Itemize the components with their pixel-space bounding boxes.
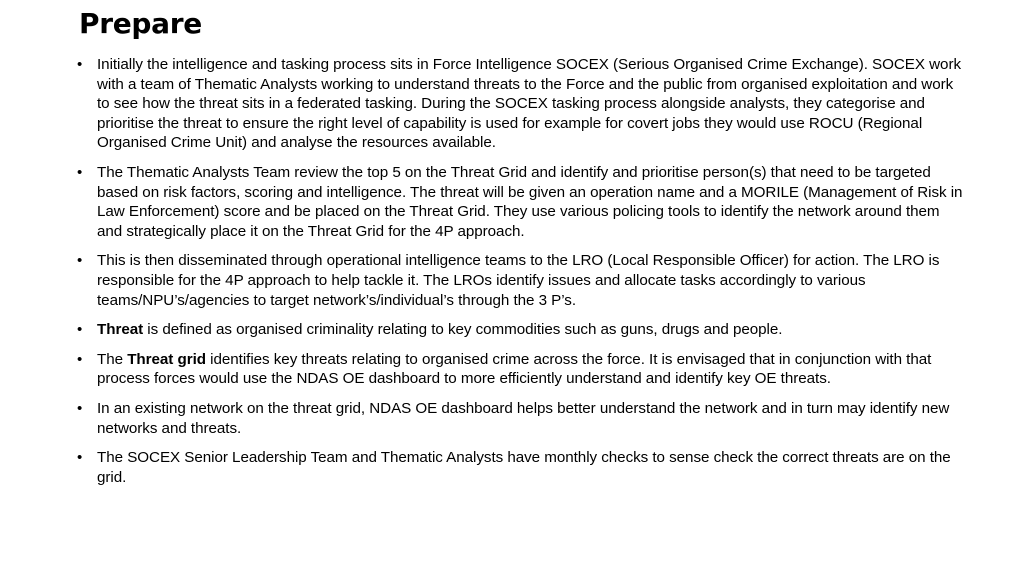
bullet-lead-text: The	[97, 350, 128, 368]
bullet-item-1	[97, 55, 967, 153]
slide-title: Prepare	[79, 7, 202, 40]
bullet-text: is defined as organised criminality relating to key commodities such as guns, drugs and people.	[143, 321, 783, 339]
bullet-text: The SOCEX Senior Leadership Team and Thematic Analysts have monthly checks to sense check the correct threats are on the grid.	[97, 449, 951, 486]
bullet-item-2	[97, 163, 967, 241]
bullet-text: The Thematic Analysts Team review the top 5 on the Threat Grid and identify and prioritise person(s) that need to be targeted based on risk factors, scoring and intelligence. The threat will be given an operation name and a MORILE (Management of Risk in Law Enforcement) score and be placed on the Threat Grid. They use various policing tools to identify the network around them and strategically place it on the Threat Grid for the 4P approach.	[97, 163, 963, 240]
bullet-text: Initially the intelligence and tasking process sits in Force Intelligence SOCEX (Serious Organised Crime Exchange). SOCEX work with a team of Thematic Analysts working to understand threats to the Force and the public from organised exploitation and work to see how the threat sits in a federated tasking. During the SOCEX tasking process alongside analysts, they categorise and prioritise the threat to ensure the right level of capability is used for example for covert jobs they would use ROCU (Regional Organised Crime Unit) and analyse the resources available.	[97, 56, 961, 152]
bullet-item-5	[97, 350, 967, 389]
bullet-item-4	[97, 320, 967, 340]
bullet-item-6	[97, 399, 967, 438]
bullet-bold-term: Threat	[97, 321, 144, 339]
bullet-text: In an existing network on the threat grid, NDAS OE dashboard helps better understand the network and in turn may identify new networks and threats.	[97, 399, 950, 437]
bullet-list	[97, 55, 967, 497]
bullet-item-7	[97, 448, 967, 487]
bullet-text: identifies key threats relating to organised crime across the force. It is envisaged that in conjunction with that process forces would use the NDAS OE dashboard to more efficiently understand and identify key OE threats.	[97, 350, 932, 388]
bullet-bold-term: Threat grid	[127, 350, 206, 368]
bullet-text: This is then disseminated through operational intelligence teams to the LRO (Local Responsible Officer) for action. The LRO is responsible for the 4P approach to help tackle it. The LROs identify issues and allocate tasks accordingly to various teams/NPU’s/agencies to target network’s/individual’s through the 3 P’s.	[97, 252, 940, 309]
bullet-item-3	[97, 251, 967, 310]
